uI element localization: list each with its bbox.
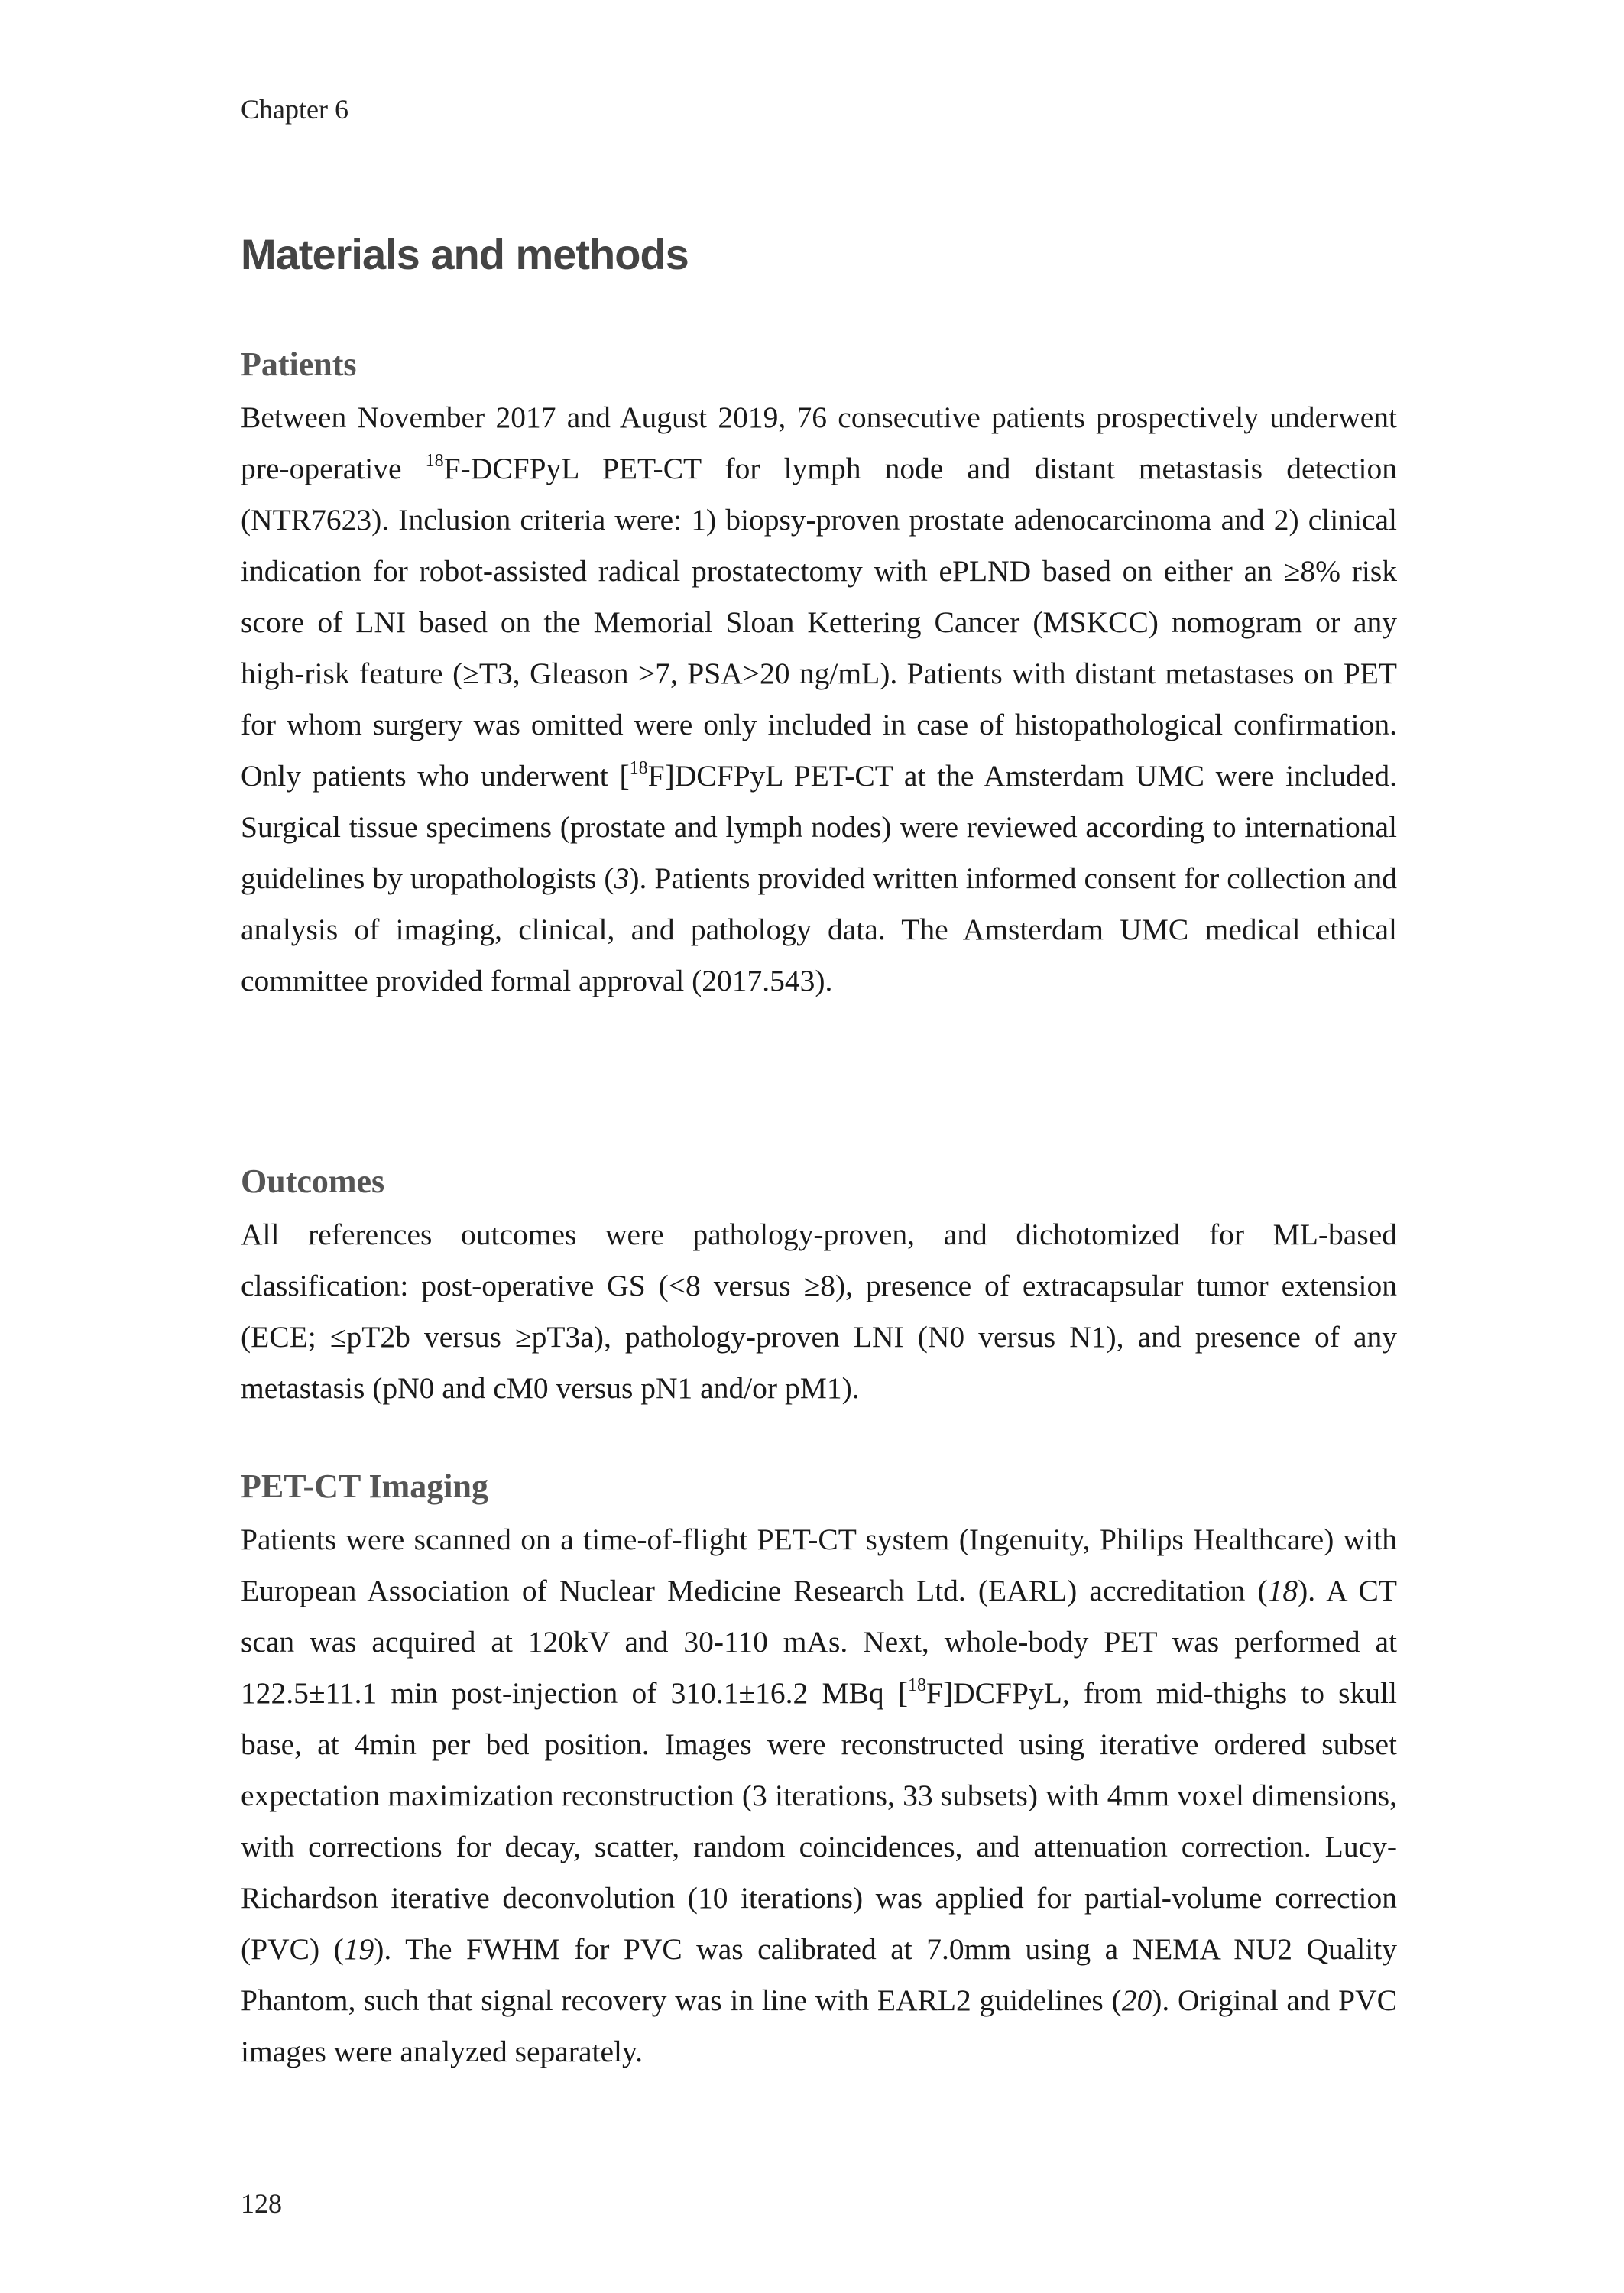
superscript: 18 — [908, 1675, 927, 1695]
section-heading: Patients — [241, 345, 357, 383]
text-run: ). A CT scan was acquired at 120kV and 30-110 mAs. Next, whole-body PET was performed at 122.5±11.1 min post-injection of 310.1±16.2 MBq [ — [241, 1574, 1398, 1710]
text-run: ). The FWHM for PVC was calibrated at 7.0mm using a NEMA NU2 Quality Phantom, such that signal recovery was in line with EARL2 guidelines ( — [241, 1932, 1397, 2017]
text-run: All references outcomes were pathology-proven, and dichotomized for ML-based classification: post-operative GS (<8 versus ≥8), presence of extracapsular tumor extension (ECE; ≤pT2b versus ≥pT3a), pathology-proven LNI (N0 versus N1), and presence of any metastasis (pN0 and cM0 versus pN1 and/or pM1). — [241, 1218, 1397, 1405]
text-run: ). Original and PVC images were analyzed separately. — [241, 1983, 1397, 2068]
section-patients — [241, 342, 1397, 1007]
text-run: Between November 2017 and August 2019, 76 consecutive patients prospectively underwent pre-operative — [241, 401, 1397, 485]
section-pet-ct-imaging — [241, 1464, 1397, 2077]
page-title: Materials and methods — [241, 230, 689, 278]
text-run: F]DCFPyL PET-CT at the Amsterdam UMC were included. Surgical tissue specimens (prostate and lymph nodes) were reviewed according to international guidelines by uropathologists ( — [241, 759, 1397, 895]
superscript: 18 — [629, 758, 648, 778]
text-run: Patients were scanned on a time-of-flight PET-CT system (Ingenuity, Philips Healthcare) with European Association of Nuclear Medicine Research Ltd. (EARL) accreditation ( — [241, 1523, 1397, 1607]
reference-citation: 18 — [1267, 1574, 1298, 1607]
running-header: Chapter 6 — [241, 94, 348, 125]
text-run: F-DCFPyL PET-CT for lymph node and distant metastasis detection (NTR7623). Inclusion criteria were: 1) biopsy-proven prostate adenocarcinoma and 2) clinical indication for robot-assisted radical prostatectomy with ePLND based on either an ≥8% risk score of LNI based on the Memorial Sloan Kettering Cancer (MSKCC) nomogram or any high-risk feature (≥T3, Gleason >7, PSA>20 ng/mL). Patients with distant metastases on PET for whom surgery was omitted were only included in case of histopathological confirmation. Only patients who underwent [ — [241, 452, 1397, 793]
section-outcomes — [241, 1159, 1397, 1414]
reference-citation: 20 — [1121, 1983, 1152, 2017]
superscript: 18 — [425, 451, 444, 471]
section-body — [241, 1209, 1397, 1414]
section-heading: PET-CT Imaging — [241, 1468, 488, 1505]
reference-citation: 3 — [614, 861, 630, 895]
text-run: F]DCFPyL, from mid-thighs to skull base, at 4min per bed position. Images were reconstructed using iterative ordered subset expectation maximization reconstruction (3 iterations, 33 subsets) with 4mm voxel dimensions, with corrections for decay, scatter, random coincidences, and attenuation correction. Lucy-Richardson iterative deconvolution (10 iterations) was applied for partial-volume correction (PVC) ( — [241, 1676, 1398, 1966]
text-run: ). Patients provided written informed consent for collection and analysis of imaging, clinical, and pathology data. The Amsterdam UMC medical ethical committee provided formal approval (2017.543). — [241, 861, 1398, 997]
reference-citation: 19 — [343, 1932, 374, 1966]
page-number: 128 — [241, 2188, 282, 2219]
section-body — [241, 392, 1397, 1007]
section-body — [241, 1514, 1397, 2077]
section-heading: Outcomes — [241, 1163, 385, 1200]
